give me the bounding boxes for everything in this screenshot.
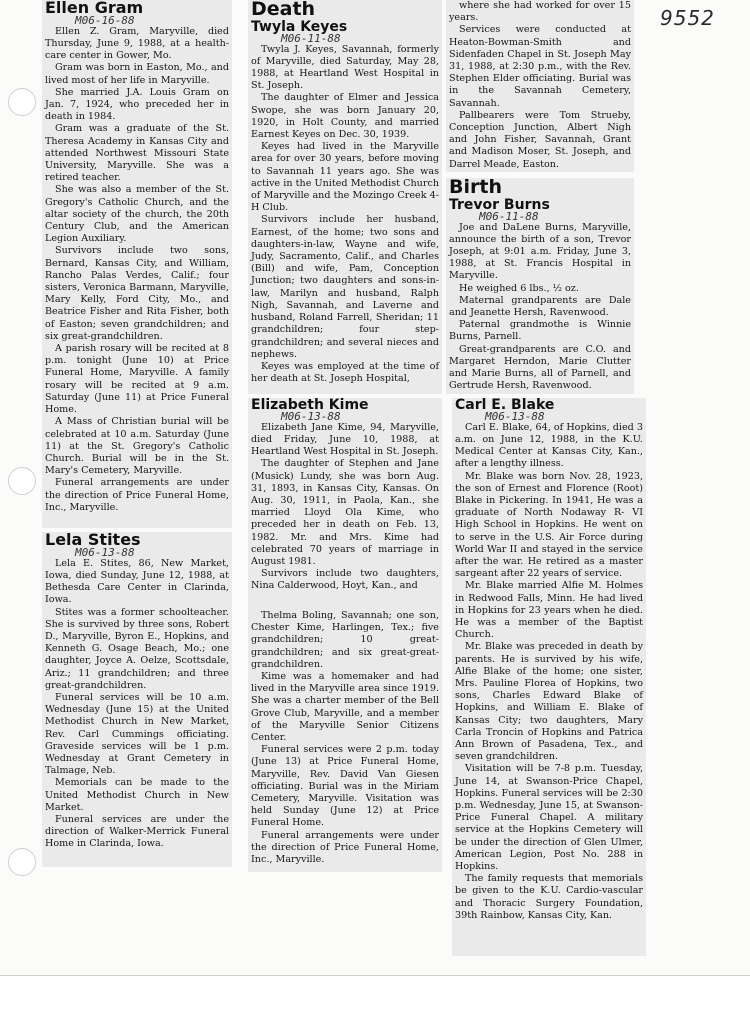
notice-body (449, 222, 631, 393)
paragraph: She was also a member of the St. Gregory's Catholic Church, and the altar society of the church, the 20th Century Club, and the American Legion Auxiliary. (45, 184, 229, 245)
obituary-heading: Twyla Keyes (251, 18, 348, 35)
section-heading-death: Death (251, 0, 316, 20)
paragraph: Keyes was employed at the time of her death at St. Joseph Hospital, (251, 360, 439, 385)
obituary-lela-stites (42, 532, 232, 867)
obituary-body (251, 44, 439, 386)
obituary-heading: Carl E. Blake (455, 398, 555, 413)
obituary-heading: Lela Stites (45, 532, 141, 549)
paragraph: Survivors include her husband, Earnest, of the home; two sons and daughters-in-law, Wayne and wife, Judy, Sacramento, Calif., and Charles (Bill) and wife, Pam, Conception Junction; two daughters and sons-in-law, Marilyn and husband, Ralph Nigh, Savannah, and Laverne and husband, Roland Farrell, Sheridan; 11 grandchildren; four step-grandchildren; and several nieces and nephews. (251, 214, 439, 360)
paragraph: Thelma Boling, Savannah; one son, Chester Kime, Harlingen, Tex.; five grandchildren; 10 great-grandchildren; and six great-great-grandchildren. (251, 610, 439, 670)
obituary-ellen-gram (42, 0, 232, 528)
obituary-twyla-keyes-continued (446, 0, 634, 172)
obituary-body (455, 422, 643, 922)
paragraph: Memorials can be made to the United Methodist Church in New Market. (45, 777, 229, 813)
paragraph: He weighed 6 lbs., ½ oz. (459, 282, 579, 294)
date-stamp: M06-13-88 (485, 409, 545, 423)
paragraph: where she had worked for over 15 years. (449, 0, 631, 24)
paragraph: Mr. Blake was born Nov. 28, 1923, the son of Ernest and Florence (Root) Blake in Pickering. In 1941, He was a graduate of North Nodaway R- VI High School in Hopkins. He went on to serve in the U.S. Air Force during World War II and stayed in the service after the war. He retired as a master sargeant after 22 years of service. (455, 470, 643, 580)
date-stamp: M06-13-88 (281, 409, 341, 423)
paragraph: Funeral arrangements are under the direction of Price Funeral Home, Inc., Maryville. (45, 477, 229, 513)
date-stamp: M06-16-88 (75, 13, 135, 27)
paragraph: Funeral services are under the direction of Walker-Merrick Funeral Home in Clarinda, Iowa. (45, 814, 229, 850)
paragraph: Kime was a homemaker and had lived in the Maryville area since 1919. She was a charter member of the Bell Grove Club, Maryville, and a member of the Maryville Senior Citizens Center. (251, 671, 439, 744)
paragraph: Funeral services were 2 p.m. today (June 13) at Price Funeral Home, Maryville, Rev. David Van Giesen officiating. Burial was in the Miriam Cemetery, Maryville. Visitation was held Sunday (June 12) at Price Funeral Home. (251, 744, 439, 829)
paragraph: Ellen Z. Gram, Maryville, died Thursday, June 9, 1988, at a health-care center in Gower, Mo. (45, 25, 229, 62)
paragraph: The family requests that memorials be given to the K.U. Cardio-vascular and Thoracic Surgery Foundation, 39th Rainbow, Kansas City, Kan. (455, 873, 643, 921)
paragraph: Carl E. Blake, 64, of Hopkins, died 3 a.m. on June 12, 1988, in the K.U. Medical Center at Kansas City, Kan., after a lengthy illness. (455, 421, 643, 470)
obituary-heading: Elizabeth Kime (251, 398, 369, 413)
paragraph: Gram was born in Easton, Mo., and lived most of her life in Maryville. (45, 62, 229, 86)
obituary-elizabeth-kime-continued (248, 610, 442, 872)
date-stamp: M06-11-88 (281, 31, 341, 45)
obituary-body (45, 558, 229, 851)
paragraph: Mr. Blake married Alfie M. Holmes in Redwood Falls, Minn. He had lived in Hopkins for 23 years when he died. He was a member of the Baptist Church. (455, 580, 643, 641)
paragraph: Services were conducted at Heaton-Bowman-Smith and Sidenfaden Chapel in St. Joseph May 31, 1988, at 2:30 p.m., with the Rev. Stephen Elder officiating. Burial was in the Savannah Cemetery, Savannah. (449, 24, 631, 109)
birth-notice-trevor-burns (446, 178, 634, 394)
paragraph: Pallbearers were Tom Strueby, Conception Junction, Albert Nigh and John Fisher, Savannah, Grant and Madison Moser, St. Joseph, and Darrel Meade, Easton. (449, 109, 631, 170)
obituary-carl-blake (452, 398, 646, 956)
paragraph: The daughter of Stephen and Jane (Musick) Lundy, she was born Aug. 31, 1893, in Kansas City, Kansas. On Aug. 30, 1911, in Paola, Kan., she married Lloyd Ola Kime, who preceded her in death on Feb. 13, 1982. Mr. and Mrs. Kime had celebrated 70 years of marriage in August 1981. (251, 458, 439, 567)
paragraph: Mr. Blake was preceded in death by parents. He is survived by his wife, Alfie Blake of the home; one sister, Mrs. Pauline Florea of Hopkins, two sons, Charles Edward Blake of Hopkins, and William E. Blake of Kansas City; two daughters, Mary Carla Troncin of Hopkins and Patrica Ann Brown of Pasadena, Tex., and seven grandchildren. (455, 641, 643, 763)
paragraph: Maternal grandparents are Dale and Jeanette Hersh, Ravenwood. (449, 294, 631, 319)
punch-hole (8, 88, 36, 116)
paragraph: Joe and DaLene Burns, Maryville, announce the birth of a son, Trevor Joseph, at 9:01 a.m. Friday, June 3, 1988, at St. Francis Hospital in Maryville. (449, 221, 631, 282)
paragraph: Keyes had lived in the Maryville area for over 30 years, before moving to Savannah 11 years ago. She was active in the United Methodist Church of Maryville and the Mozingo Creek 4-H Club. (251, 141, 439, 214)
paragraph: A parish rosary will be recited at 8 p.m. tonight (June 10) at Price Funeral Home, Maryville. A family rosary will be recited at 9 a.m. Saturday (June 11) at Price Funeral Home. (45, 343, 229, 416)
paragraph: The daughter of Elmer and Jessica Swope, she was born January 20, 1920, in Holt County, and married Earnest Keyes on Dec. 30, 1939. (251, 92, 439, 141)
paragraph: Paternal grandmothe is Winnie Burns, Parnell. (449, 319, 631, 343)
paragraph: Twyla J. Keyes, Savannah, formerly of Maryville, died Saturday, May 28, 1988, at Heartland West Hospital in St. Joseph. (251, 43, 439, 92)
paragraph: She married J.A. Louis Gram on Jan. 7, 1924, who preceded her in death in 1984. (45, 86, 229, 123)
obituary-heading: Ellen Gram (45, 0, 144, 17)
section-heading-birth: Birth (449, 178, 502, 198)
paragraph: Visitation will be 7-8 p.m. Tuesday, June 14, at Swanson-Price Chapel, Hopkins. Funeral services will be 2:30 p.m. Wednesday, June 15, at Swanson-Price Funeral Chapel. A military service at the Hopkins Cemetery will be under the direction of Glen Ulmer, American Legion, Post No. 288 in Hopkins. (455, 763, 643, 872)
page-edge (0, 975, 750, 976)
paragraph: Funeral arrangements were under the direction of Price Funeral Home, Inc., Maryville. (251, 829, 439, 866)
obituary-body (45, 26, 229, 514)
paragraph: Great-grandparents are C.O. and Margaret Herndon, Marie Clutter and Marie Burns, all of Parnell, and Gertrude Hersh, Ravenwood. (449, 343, 631, 392)
punch-hole (8, 848, 36, 876)
paragraph: Funeral services will be 10 a.m. Wednesday (June 15) at the United Methodist Church in New Market, Rev. Carl Cummings officiating. Graveside services will be 1 p.m. Wednesday at Grant Cemetery in Talmage, Neb. (45, 692, 229, 777)
paragraph: A Mass of Christian burial will be celebrated at 10 a.m. Saturday (June 11) at the St. Gregory's Catholic Church. Burial will be in the St. Mary's Cemetery, Maryville. (45, 416, 229, 477)
paragraph: Elizabeth Jane Kime, 94, Maryville, died Friday, June 10, 1988, at Heartland West Hospital in St. Joseph. (251, 421, 439, 458)
paragraph: Survivors include two daughters, Nina Calderwood, Hoyt, Kan., and (251, 568, 439, 592)
obituary-body (449, 0, 631, 171)
paragraph: Survivors include two sons, Bernard, Kansas City, and William, Rancho Palas Verdes, Calif.; four sisters, Veronica Barmann, Maryville, Mary Kelly, Ford City, Mo., and Beatrice Fisher and Rita Fisher, both of Easton; seven grandchildren; and six great-grandchildren. (45, 245, 229, 342)
obituary-body (251, 610, 439, 866)
paragraph: Stites was a former schoolteacher. She is survived by three sons, Robert D., Maryville, Byron E., Hopkins, and Kenneth G. Osage Beach, Mo.; one daughter, Joyce A. Oelze, Scottsdale, Ariz.; 11 grandchildren; and three great-grandchildren. (45, 606, 229, 691)
date-stamp: M06-11-88 (479, 209, 539, 223)
paragraph: Lela E. Stites, 86, New Market, Iowa, died Sunday, June 12, 1988, at Bethesda Care Center in Clarinda, Iowa. (45, 557, 229, 606)
obituary-body (251, 422, 439, 593)
notice-heading: Trevor Burns (449, 196, 550, 213)
date-stamp: M06-13-88 (75, 545, 135, 559)
obituary-twyla-keyes (248, 0, 442, 394)
punch-hole (8, 467, 36, 495)
paragraph: Gram was a graduate of the St. Theresa Academy in Kansas City and attended Northwest Missouri State University, Maryville. She was a retired teacher. (45, 123, 229, 184)
page-number: 9552 (660, 6, 715, 30)
obituary-elizabeth-kime (248, 398, 442, 610)
